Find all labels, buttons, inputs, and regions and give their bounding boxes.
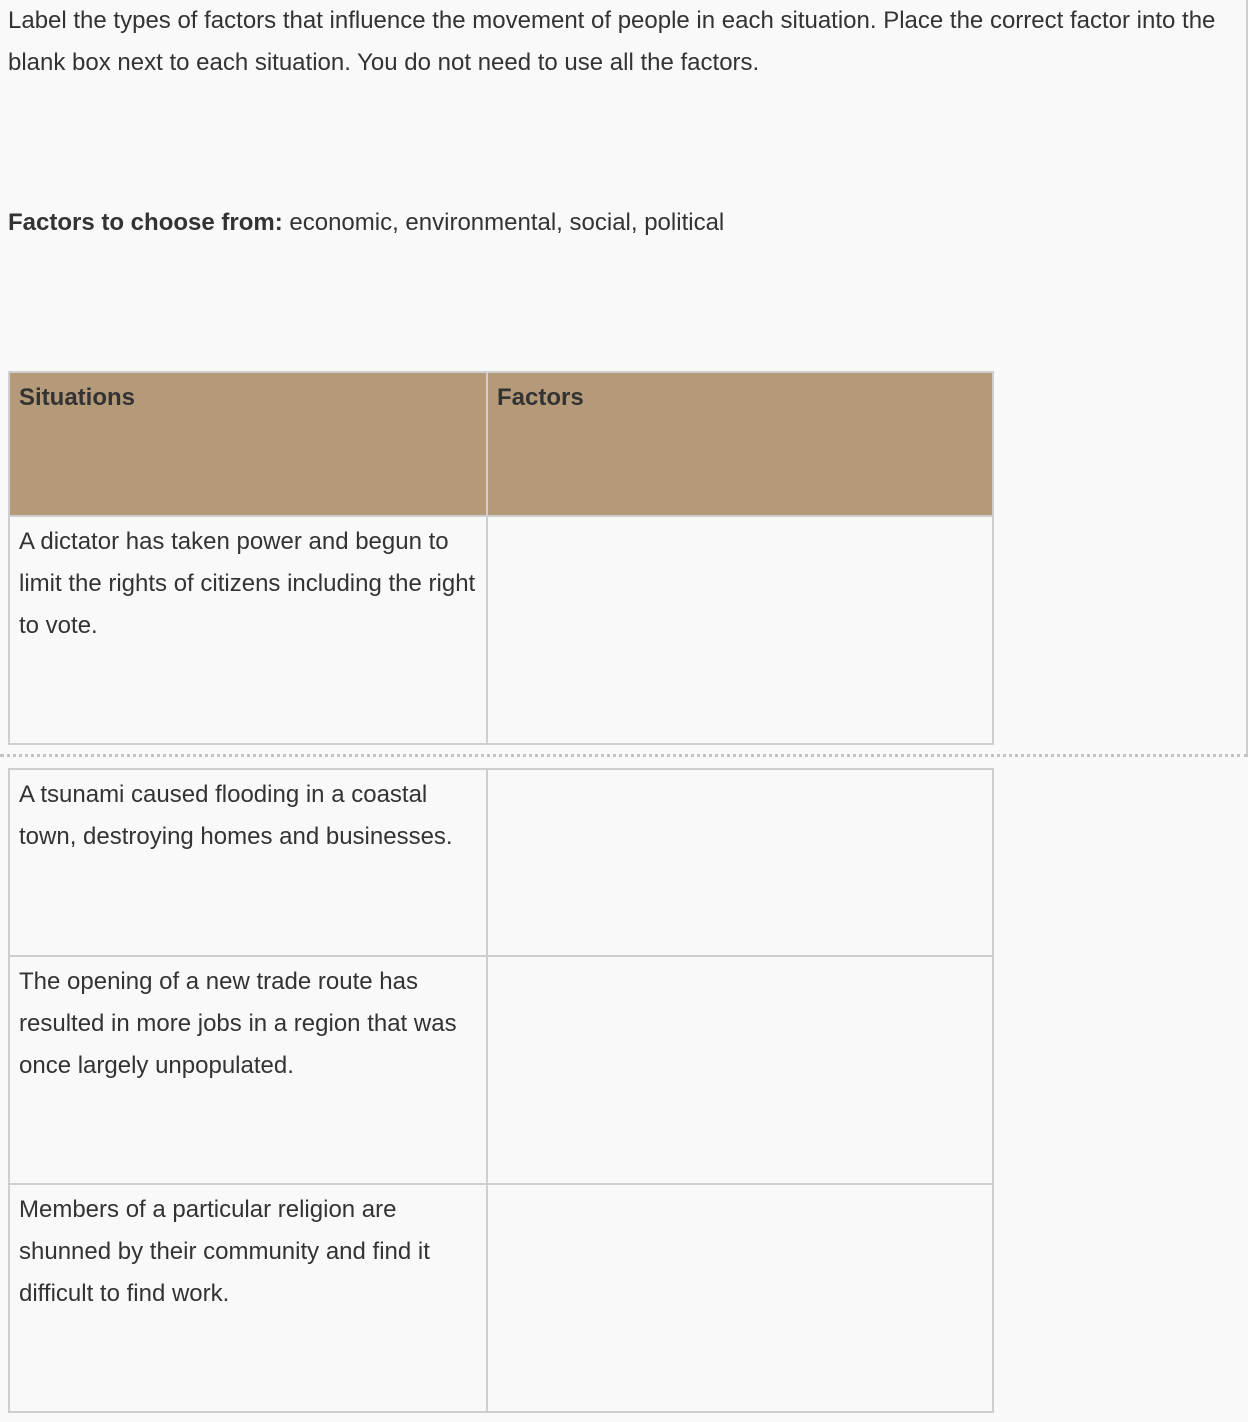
situation-cell: The opening of a new trade route has resulted in more jobs in a region that was once largely unpopulated. bbox=[9, 956, 487, 1184]
situation-cell: Members of a particular religion are shunned by their community and find it difficult to find work. bbox=[9, 1184, 487, 1412]
factor-answer-box[interactable] bbox=[487, 1184, 993, 1412]
factors-label: Factors to choose from: bbox=[8, 209, 283, 236]
header-situations: Situations bbox=[9, 372, 487, 516]
factors-table-page1 bbox=[8, 371, 994, 745]
table-row bbox=[9, 1184, 993, 1412]
instructions-text: Label the types of factors that influence the movement of people in each situation. Place the correct factor into the blank box next to each situation. You do not need to use all the factors. bbox=[8, 7, 1216, 76]
situation-cell: A dictator has taken power and begun to limit the rights of citizens including the right to vote. bbox=[9, 516, 487, 744]
page-break-divider bbox=[0, 754, 1248, 757]
table-row bbox=[9, 956, 993, 1184]
situation-cell: A tsunami caused flooding in a coastal town, destroying homes and businesses. bbox=[9, 769, 487, 956]
factors-table-page2 bbox=[8, 768, 994, 1413]
factors-options: economic, environmental, social, political bbox=[282, 209, 725, 236]
factor-answer-box[interactable] bbox=[487, 516, 993, 744]
table-row bbox=[9, 769, 993, 956]
factor-answer-box[interactable] bbox=[487, 769, 993, 956]
factor-answer-box[interactable] bbox=[487, 956, 993, 1184]
header-factors: Factors bbox=[487, 372, 993, 516]
factors-to-choose-line bbox=[8, 202, 724, 244]
table-header-row bbox=[9, 372, 993, 516]
table-row bbox=[9, 516, 993, 744]
